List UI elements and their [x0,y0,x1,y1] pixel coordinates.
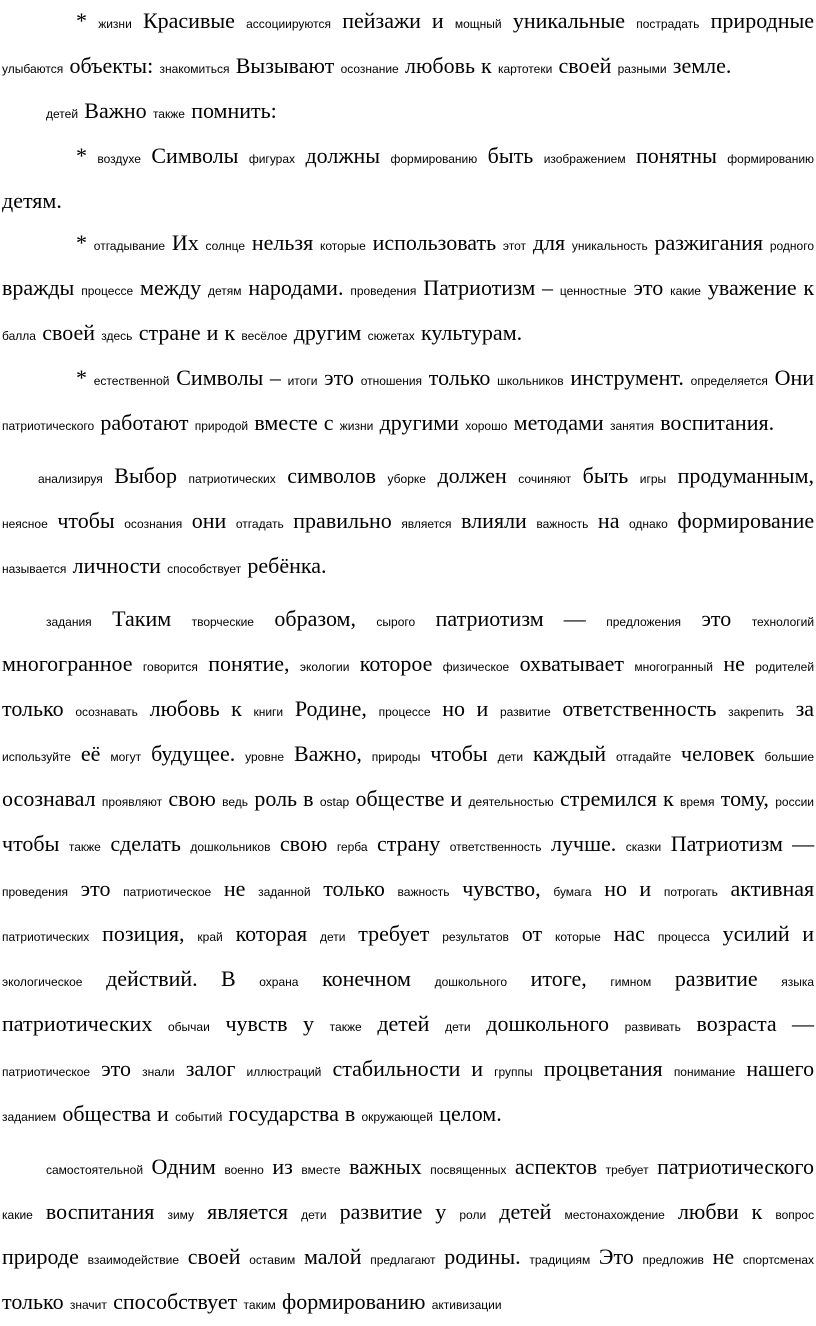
text-run: конечном [322,966,411,991]
text-run: охватывает [519,651,624,676]
inserted-small-word: физическое [442,660,510,674]
text-run: чтобы [430,741,488,766]
inserted-small-word: весёлое [241,329,288,343]
inserted-small-word: которые [320,239,366,253]
inserted-small-word: таким [243,1298,276,1312]
text-run: формирование [677,508,815,533]
text-run: от [521,921,543,946]
text-run: между [140,275,202,300]
inserted-small-word: какие [2,1208,33,1222]
inserted-small-word: используйте [2,750,71,764]
inserted-small-word: дети [445,1020,471,1034]
text-run: способствует [113,1289,238,1314]
paragraph-gap [2,447,814,455]
inserted-small-word: осознания [124,517,183,531]
text-run: воспитания. [660,410,775,435]
inserted-small-word: самостоятельной [46,1163,144,1177]
text-run: дошкольного [486,1011,609,1036]
text-run: итоге, [530,966,587,991]
text-run: вместе с [254,410,334,435]
text-run: вражды [2,275,75,300]
inserted-small-word: солнце [205,239,246,253]
inserted-small-word: дошкольного [434,975,508,989]
text-run: только [2,696,64,721]
inserted-small-word: местонахождение [564,1208,665,1222]
text-run: свою [168,786,216,811]
text-run: стабильности и [332,1056,483,1081]
inserted-small-word: сказки [625,840,662,854]
text-run: целом. [439,1101,502,1126]
text-run: свою [279,831,328,856]
text-run: Патриотизм — [670,831,815,856]
text-run: не [223,876,246,901]
inserted-small-word: предлагают [370,1253,436,1267]
text-run: Их [171,230,199,255]
text-run: патриотических [2,1011,153,1036]
inserted-small-word: процессе [378,705,431,719]
text-run: другим [293,320,362,345]
text-run: Важно, [293,741,362,766]
inserted-small-word: отгадать [235,517,284,531]
text-run: это [324,365,354,390]
body-paragraph [2,0,814,90]
text-run: стремился к [559,786,674,811]
text-run: личности [72,553,161,578]
inserted-small-word: сюжетах [367,329,415,343]
text-run: разжигания [654,230,764,255]
text-run: инструмент. [570,365,684,390]
inserted-small-word: активизации [431,1298,502,1312]
text-run: это [80,876,111,901]
text-run: каждый [533,741,607,766]
inserted-small-word: жизни [98,17,132,31]
inserted-small-word: детям [207,284,242,298]
inserted-small-word: оставим [249,1253,296,1267]
body-paragraph [2,222,814,357]
inserted-small-word: задания [46,615,92,629]
body-paragraph [2,357,814,447]
inserted-small-word: балла [2,329,36,343]
inserted-small-word: гимном [610,975,652,989]
text-run: развитие [674,966,758,991]
text-run: не [712,1244,735,1269]
text-run: действий. В [106,966,236,991]
inserted-small-word: событий [175,1110,223,1124]
text-run: будущее. [151,741,236,766]
text-run: человек [681,741,755,766]
inserted-small-word: роли [459,1208,487,1222]
text-run: своей [42,320,96,345]
text-run: своей [558,53,612,78]
inserted-small-word: взаимодействие [87,1253,179,1267]
inserted-small-word: воздухе [97,152,141,166]
text-run: должны [305,143,381,168]
text-run: общества и [62,1101,169,1126]
inserted-small-word: вместе [301,1163,341,1177]
text-run: быть [582,463,629,488]
inserted-small-word: зиму [167,1208,195,1222]
inserted-small-word: важность [536,517,589,531]
text-run: своей [187,1244,241,1269]
inserted-small-word: спортсменах [742,1253,815,1267]
inserted-small-word: дети [497,750,524,764]
text-run: Красивые [142,8,235,33]
text-run: процветания [543,1056,663,1081]
inserted-small-word: фигурах [248,152,296,166]
text-run: из [272,1154,293,1179]
text-run: формированию [282,1289,426,1314]
text-run: многогранное [2,651,133,676]
inserted-small-word: неясное [2,517,48,531]
inserted-small-word: естественной [93,374,170,388]
inserted-small-word: заданной [258,885,311,899]
inserted-small-word: военно [224,1163,264,1177]
inserted-small-word: ostap [319,795,350,809]
text-run: но и [442,696,489,721]
inserted-small-word: улыбаются [2,62,64,76]
inserted-small-word: также [152,107,185,121]
text-run: пейзажи и [342,8,444,33]
inserted-small-word: проявляют [101,795,163,809]
text-run: патриотизм — [435,606,586,631]
inserted-small-word: большие [764,750,815,764]
text-run: только [428,365,491,390]
inserted-small-word: охрана [259,975,299,989]
inserted-small-word: группы [494,1065,533,1079]
inserted-small-word: родителей [755,660,815,674]
text-run: уважение к [707,275,815,300]
text-run: быть [487,143,534,168]
inserted-small-word: традициям [529,1253,591,1267]
text-run: чтобы [57,508,115,533]
inserted-small-word: занятия [609,419,654,433]
inserted-small-word: ассоциируются [246,17,331,31]
text-run: стране и к [138,320,236,345]
inserted-small-word: отгадайте [616,750,672,764]
text-run: только [2,1289,64,1314]
inserted-small-word: называется [2,562,67,576]
inserted-small-word: однако [629,517,668,531]
inserted-small-word: сочиняют [518,472,572,486]
inserted-small-word: этот [502,239,527,253]
inserted-small-word: важность [397,885,450,899]
text-run: которое [359,651,433,676]
inserted-small-word: патриотических [2,930,90,944]
text-run: воспитания [45,1199,155,1224]
inserted-small-word: развитие [499,705,551,719]
inserted-small-word: патриотическое [123,885,212,899]
inserted-small-word: осознавать [75,705,138,719]
body-paragraph [2,1146,814,1326]
text-run: образом, [274,606,356,631]
body-paragraph [2,90,814,135]
text-run: Это [598,1244,634,1269]
inserted-small-word: анализируя [38,472,103,486]
inserted-small-word: посвященных [430,1163,507,1177]
inserted-small-word: дети [319,930,346,944]
inserted-small-word: мощный [454,17,502,31]
text-run: нас [613,921,645,946]
inserted-small-word: обычаи [168,1020,210,1034]
inserted-small-word: определяется [690,374,768,388]
text-run: продуманным, [677,463,814,488]
inserted-small-word: какие [670,284,701,298]
inserted-small-word: иллюстраций [246,1065,322,1079]
text-run: является [207,1199,288,1224]
inserted-small-word: значит [69,1298,107,1312]
inserted-small-word: технологий [751,615,815,629]
text-run: чувств у [225,1011,314,1036]
inserted-small-word: край [197,930,223,944]
inserted-small-word: сырого [376,615,416,629]
inserted-small-word: здесь [101,329,133,343]
inserted-small-word: развивать [624,1020,681,1034]
text-run: детей [377,1011,430,1036]
inserted-small-word: природы [371,750,421,764]
text-run: роль в [254,786,314,811]
inserted-small-word: патриотическое [2,1065,91,1079]
inserted-small-word: время [680,795,715,809]
text-run: нашего [746,1056,815,1081]
inserted-small-word: игры [639,472,667,486]
text-run: Патриотизм – [423,275,553,300]
inserted-small-word: экологии [299,660,350,674]
inserted-small-word: жизни [339,419,374,433]
body-paragraph [2,135,814,222]
inserted-small-word: книги [253,705,284,719]
text-run: усилий и [722,921,815,946]
text-run: Родине, [294,696,367,721]
inserted-small-word: экологическое [2,975,83,989]
text-run: не [723,651,745,676]
inserted-small-word: знали [142,1065,175,1079]
text-run: использовать [372,230,497,255]
inserted-small-word: разными [617,62,667,76]
text-run: за [795,696,815,721]
text-run: уникальные [512,8,626,33]
text-run: работают [100,410,189,435]
inserted-small-word: детей [46,107,79,121]
body-paragraph [2,598,814,1138]
inserted-small-word: отношения [360,374,423,388]
inserted-small-word: потрогать [663,885,718,899]
inserted-small-word: также [329,1020,362,1034]
text-run: патриотического [657,1154,815,1179]
paragraph-gap [2,1138,814,1146]
inserted-small-word: ценностные [559,284,627,298]
text-run: Выбор [114,463,177,488]
inserted-small-word: уникальность [571,239,648,253]
inserted-small-word: формированию [390,152,478,166]
inserted-small-word: результатов [442,930,509,944]
text-run: государства в [228,1101,356,1126]
text-run: это [101,1056,131,1081]
text-run: * [76,8,87,33]
inserted-small-word: уровне [245,750,285,764]
inserted-small-word: россии [775,795,814,809]
inserted-small-word: патриотических [188,472,276,486]
inserted-small-word: могут [110,750,142,764]
inserted-small-word: пострадать [636,17,700,31]
text-run: для [532,230,566,255]
inserted-small-word: творческие [191,615,254,629]
text-run: другими [379,410,459,435]
text-run: это [633,275,664,300]
inserted-small-word: многогранный [634,660,713,674]
text-run: земле. [672,53,732,78]
paragraph-gap [2,590,814,598]
text-run: развитие у [339,1199,447,1224]
text-run: помнить: [191,98,277,123]
inserted-small-word: проведения [350,284,417,298]
inserted-small-word: дошкольников [190,840,271,854]
inserted-small-word: ведь [222,795,249,809]
text-run: Символы [151,143,239,168]
text-run: важных [349,1154,422,1179]
inserted-small-word: заданием [2,1110,57,1124]
text-run: любовь к [149,696,242,721]
inserted-small-word: изображением [543,152,626,166]
text-run: ребёнка. [247,553,327,578]
text-run: * [76,365,87,390]
text-run: влияли [461,508,527,533]
inserted-small-word: природой [194,419,249,433]
inserted-small-word: предложения [606,615,682,629]
text-run: культурам. [421,320,523,345]
text-run: любовь к [404,53,492,78]
text-run: которая [235,921,308,946]
inserted-small-word: уборке [387,472,426,486]
text-run: народами. [248,275,344,300]
text-run: лучше. [551,831,617,856]
text-run: детей [499,1199,552,1224]
text-run: это [701,606,732,631]
inserted-small-word: способствует [167,562,242,576]
text-run: Таким [112,606,172,631]
inserted-small-word: картотеки [497,62,553,76]
text-run: Символы – [176,365,281,390]
inserted-small-word: говорится [142,660,198,674]
inserted-small-word: герба [336,840,368,854]
text-run: Вызывают [235,53,335,78]
inserted-small-word: формированию [727,152,815,166]
inserted-small-word: деятельностью [468,795,554,809]
text-run: позиция, [102,921,185,946]
text-run: малой [304,1244,362,1269]
text-run: на [597,508,620,533]
text-run: её [80,741,101,766]
inserted-small-word: ответственность [449,840,542,854]
text-run: природные [710,8,815,33]
text-run: обществе и [355,786,463,811]
text-run: объекты: [69,53,154,78]
inserted-small-word: бумага [553,885,592,899]
inserted-small-word: предложив [642,1253,704,1267]
inserted-small-word: знакомиться [159,62,230,76]
text-run: любви к [677,1199,763,1224]
text-run: * [76,143,87,168]
text-run: родины. [444,1244,521,1269]
text-run: Важно [84,98,147,123]
inserted-small-word: школьников [497,374,564,388]
inserted-small-word: вопрос [775,1208,815,1222]
inserted-small-word: которые [554,930,601,944]
inserted-small-word: понимание [673,1065,736,1079]
inserted-small-word: окружающей [361,1110,433,1124]
text-run: активная [730,876,815,901]
text-run: требует [358,921,430,946]
inserted-small-word: также [68,840,101,854]
text-run: аспектов [514,1154,598,1179]
text-run: они [191,508,227,533]
inserted-small-word: процессе [81,284,134,298]
inserted-small-word: итоги [287,374,318,388]
inserted-small-word: дети [301,1208,327,1222]
text-run: но и [604,876,652,901]
body-paragraph [2,455,814,590]
text-run: Одним [151,1154,216,1179]
text-run: нельзя [251,230,314,255]
text-run: природе [2,1244,79,1269]
inserted-small-word: осознание [340,62,399,76]
inserted-small-word: требует [605,1163,649,1177]
inserted-small-word: родного [769,239,814,253]
text-run: понятны [636,143,717,168]
text-run: символов [287,463,377,488]
text-run: правильно [293,508,392,533]
text-run: * [76,230,87,255]
inserted-small-word: языка [781,975,815,989]
text-run: страну [377,831,441,856]
inserted-small-word: проведения [2,885,68,899]
text-run: залог [185,1056,236,1081]
inserted-small-word: закрепить [728,705,784,719]
text-run: осознавал [2,786,96,811]
text-run: чтобы [2,831,60,856]
text-run: сделать [110,831,181,856]
inserted-small-word: процесса [657,930,710,944]
inserted-small-word: отгадывание [93,239,166,253]
text-run: должен [437,463,507,488]
text-run: методами [513,410,604,435]
text-run: только [323,876,385,901]
inserted-small-word: является [401,517,452,531]
text-run: чувство, [462,876,541,901]
text-run: детям. [2,188,62,213]
text-run: ответственность [562,696,717,721]
text-run: тому, [720,786,769,811]
text-run: Они [774,365,815,390]
text-run: возраста — [696,1011,815,1036]
text-run: понятие, [208,651,290,676]
inserted-small-word: патриотического [2,419,95,433]
inserted-small-word: хорошо [465,419,508,433]
